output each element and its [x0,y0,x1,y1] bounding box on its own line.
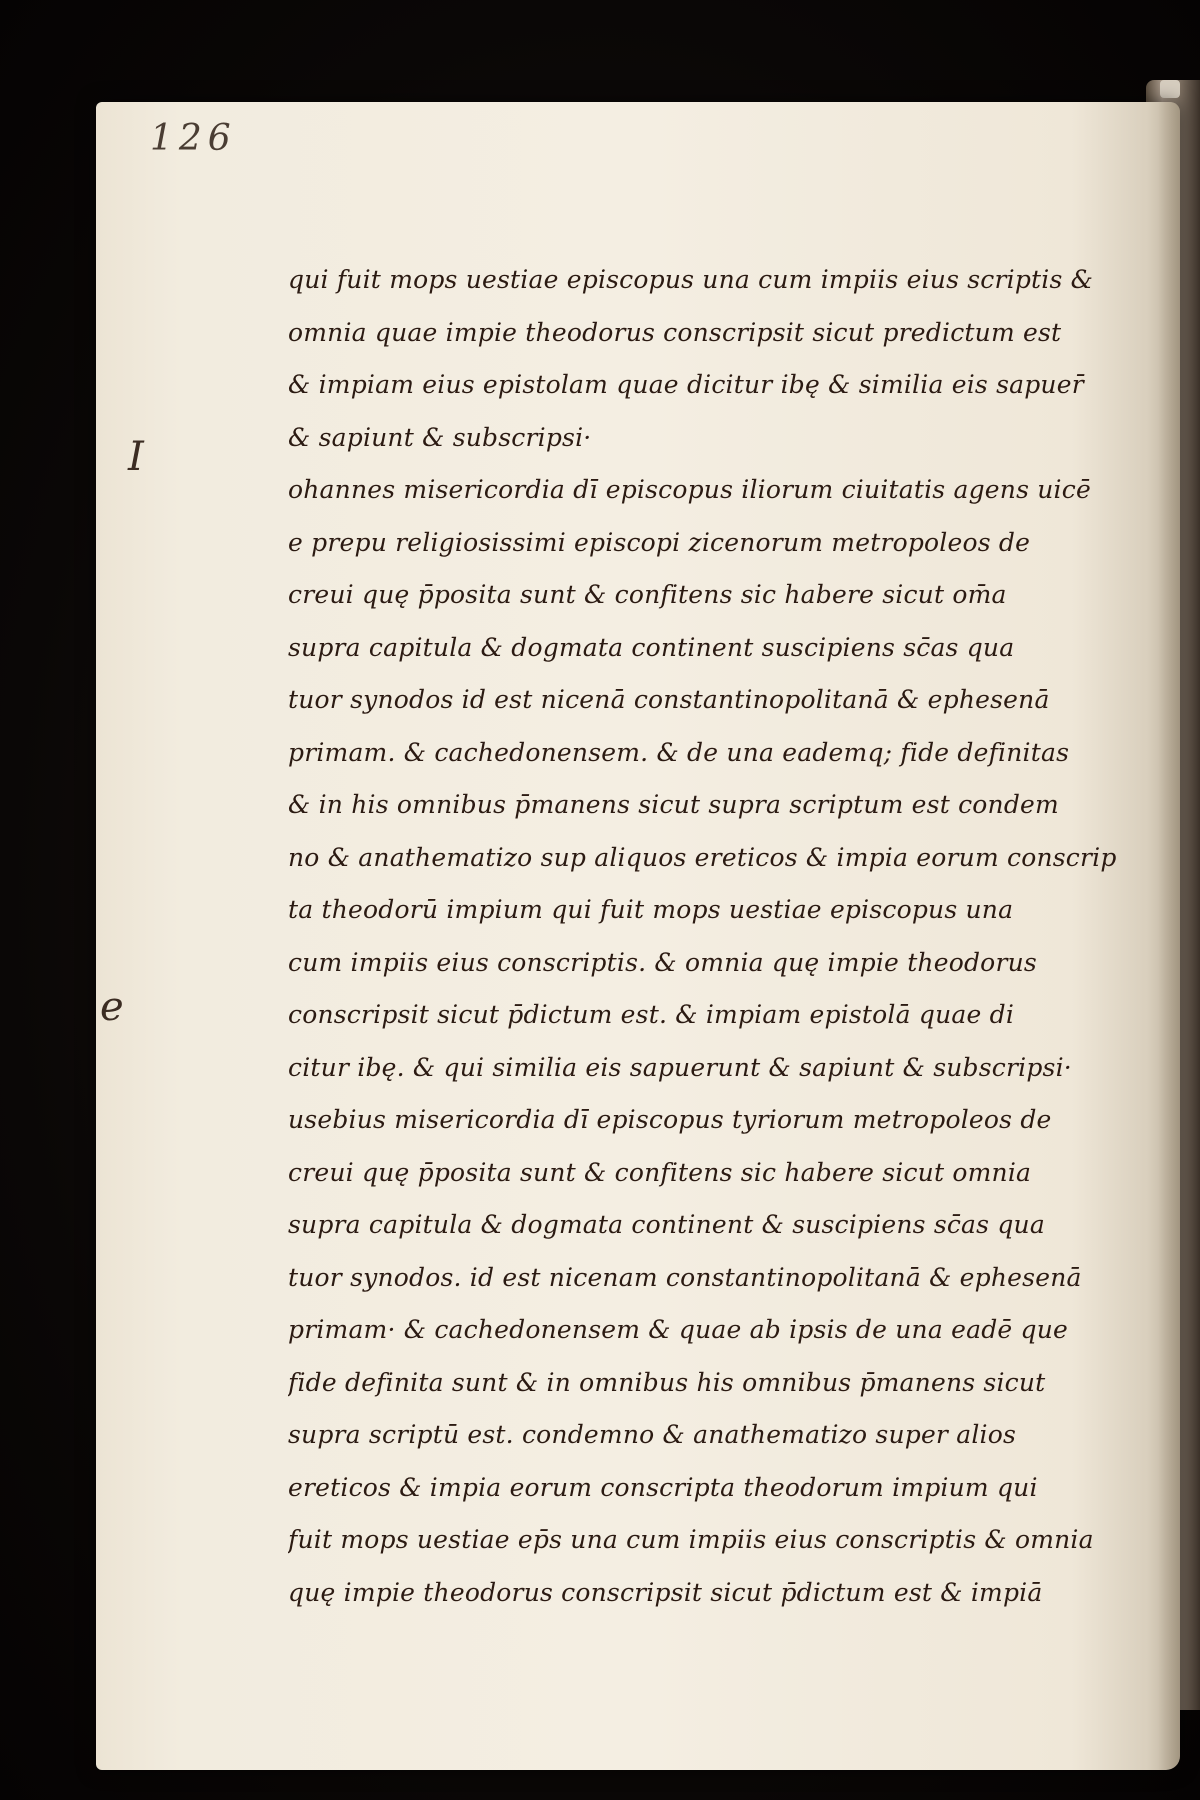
text-line: omnia quae impie theodorus conscripsit sicut predictum est [288,317,1062,347]
text-line: tuor synodos. id est nicenam constantinopolitanā & ephesenā [288,1262,1082,1292]
text-line: & in his omnibus p̄manens sicut supra scriptum est condem [288,790,1059,819]
text-line: conscripsit sicut p̄dictum est. & impiam epistolā quae di [288,1000,1015,1029]
binding-thread [1160,80,1180,98]
text-line: ohannes misericordia dī episcopus iliorum ciuitatis agens uicē [288,475,1091,504]
manuscript-text-block [288,254,1128,1619]
text-line: qui fuit mops uestiae episcopus una cum impiis eius scriptis & [288,265,1094,294]
text-line: ta theodorū impium qui fuit mops uestiae episcopus una [288,895,1014,924]
folio-number: 126 [150,118,237,159]
text-line: citur ibę. & qui similia eis sapuerunt & sapiunt & subscripsi· [288,1052,1072,1082]
text-line: usebius misericordia dī episcopus tyriorum metropoleos de [288,1105,1052,1134]
text-line: supra capitula & dogmata continent & suscipiens sc̄as qua [288,1210,1045,1239]
text-line: primam. & cachedonensem. & de una eademq; fide definitas [288,737,1070,767]
text-line: e prepu religiosissimi episcopi zicenorum metropoleos de [288,527,1031,557]
text-line: & sapiunt & subscripsi· [288,422,592,452]
text-line: ereticos & impia eorum conscripta theodorum impium qui [288,1472,1038,1502]
text-line: fuit mops uestiae ep̄s una cum impiis eius conscriptis & omnia [288,1525,1094,1554]
text-line: creui quę p̄posita sunt & confitens sic habere sicut om̄a [288,580,1007,609]
text-line: supra capitula & dogmata continent suscipiens sc̄as qua [288,632,1015,662]
text-line: cum impiis eius conscriptis. & omnia quę impie theodorus [288,947,1037,977]
text-line: no & anathematizo sup aliquos ereticos & impia eorum conscrip [288,842,1117,872]
text-line: fide definita sunt & in omnibus his omnibus p̄manens sicut [288,1367,1046,1397]
marginal-initial-i: I [128,434,144,480]
text-line: tuor synodos id est nicenā constantinopolitanā & ephesenā [288,685,1050,714]
text-line: supra scriptū est. condemno & anathematizo super alios [288,1420,1017,1449]
text-line: quę impie theodorus conscripsit sicut p̄dictum est & impiā [288,1577,1043,1607]
text-line: & impiam eius epistolam quae dicitur ibę & similia eis sapuer̄ [288,370,1084,399]
marginal-initial-e: e [100,984,124,1030]
text-line: creui quę p̄posita sunt & confitens sic habere sicut omnia [288,1157,1032,1187]
page-edge-shadow [1158,102,1180,1770]
text-line: primam· & cachedonensem & quae ab ipsis de una eadē que [288,1315,1069,1344]
